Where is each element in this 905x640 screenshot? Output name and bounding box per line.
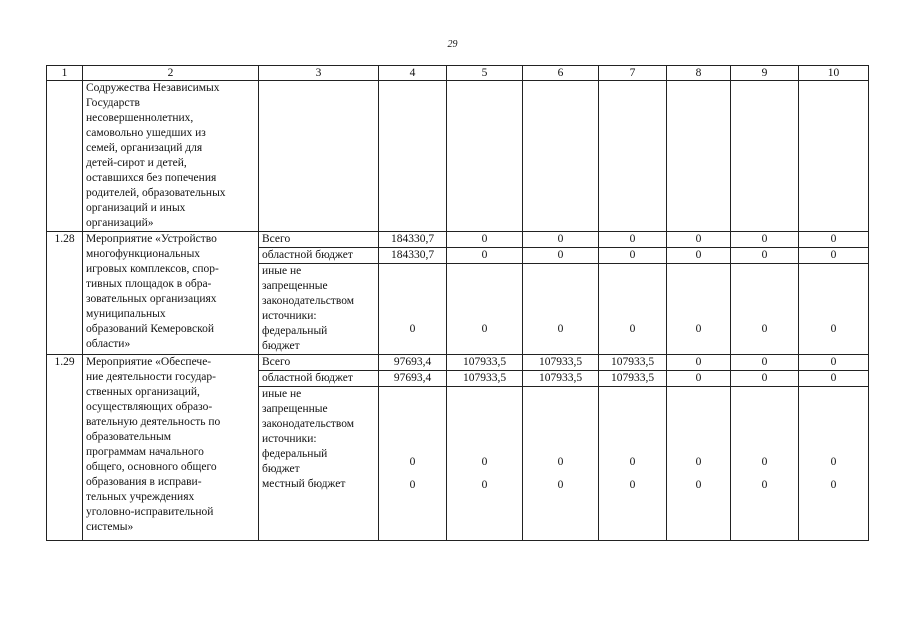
value-cell: 184330,7 — [379, 248, 447, 264]
value-pair-cell — [667, 387, 731, 541]
source-line: иные не — [262, 388, 302, 400]
value-cell: 107933,5 — [447, 355, 523, 371]
source-line: местный бюджет — [262, 478, 346, 490]
value-cell: 0 — [447, 232, 523, 248]
value-cell: 0 — [731, 371, 799, 387]
desc-line: образовательным — [86, 431, 172, 443]
federal-value: 0 — [830, 456, 837, 468]
desc-line: осуществляющих образо- — [86, 401, 213, 413]
desc-line: Государств — [86, 97, 140, 109]
value-cell: 107933,5 — [599, 355, 667, 371]
source-line: запрещенные — [262, 403, 328, 415]
desc-line: Содружества Независимых — [86, 82, 220, 94]
source-label-other — [259, 264, 379, 355]
column-number-cell: 8 — [667, 66, 731, 81]
source-line: федеральный — [262, 448, 328, 460]
desc-line: игровых комплексов, спор- — [86, 263, 219, 275]
value-cell: 0 — [799, 248, 869, 264]
federal-value: 0 — [481, 456, 488, 468]
value-cell: 0 — [667, 264, 731, 355]
source-line: федеральный — [262, 325, 328, 337]
value-cell: 0 — [667, 232, 731, 248]
column-number-cell: 10 — [799, 66, 869, 81]
desc-line: тивных площадок в обра- — [86, 278, 212, 290]
desc-line: программам начального — [86, 446, 204, 458]
source-line: законодательством — [262, 295, 355, 307]
desc-line: многофункциональных — [86, 248, 201, 260]
measure-128-description — [83, 232, 259, 355]
value-cell: 107933,5 — [599, 371, 667, 387]
measure-129-total-row — [47, 355, 869, 371]
empty-cell — [259, 81, 379, 232]
column-number-cell: 1 — [47, 66, 83, 81]
value-cell: 0 — [379, 264, 447, 355]
desc-line: образования в исправи- — [86, 476, 202, 488]
value-pair-cell — [379, 387, 447, 541]
local-value: 0 — [557, 479, 564, 491]
empty-cell — [523, 81, 599, 232]
value-cell: 0 — [667, 355, 731, 371]
federal-value: 0 — [557, 456, 564, 468]
source-label: областной бюджет — [259, 248, 379, 264]
desc-line: образований Кемеровской — [86, 323, 214, 335]
column-number-cell: 9 — [731, 66, 799, 81]
value-cell: 184330,7 — [379, 232, 447, 248]
empty-cell — [731, 81, 799, 232]
desc-line: ственных организаций, — [86, 386, 200, 398]
desc-line: уголовно-исправительной — [86, 506, 214, 518]
desc-line: тельных учреждениях — [86, 491, 195, 503]
value-cell: 0 — [799, 355, 869, 371]
value-cell: 0 — [599, 264, 667, 355]
desc-line: оставшихся без попечения — [86, 172, 217, 184]
measure-128-index: 1.28 — [47, 232, 83, 355]
measure-129-description — [83, 355, 259, 541]
value-cell: 0 — [799, 232, 869, 248]
desc-line: муниципальных — [86, 308, 166, 320]
desc-line: организаций и иных — [86, 202, 186, 214]
value-pair-cell — [731, 387, 799, 541]
source-label: Всего — [259, 355, 379, 371]
value-cell: 0 — [447, 264, 523, 355]
source-line: бюджет — [262, 340, 300, 352]
desc-line: области» — [86, 338, 131, 350]
source-line: источники: — [262, 310, 317, 322]
value-cell: 0 — [523, 248, 599, 264]
value-pair-cell — [447, 387, 523, 541]
desc-line: ние деятельности государ- — [86, 371, 216, 383]
continuation-row — [47, 81, 869, 232]
value-cell: 97693,4 — [379, 371, 447, 387]
header-row — [47, 66, 869, 81]
value-cell: 0 — [731, 355, 799, 371]
source-label: областной бюджет — [259, 371, 379, 387]
empty-cell — [799, 81, 869, 232]
desc-line: Мероприятие «Устройство — [86, 233, 217, 245]
desc-line: Мероприятие «Обеспече- — [86, 356, 212, 368]
value-pair-cell — [523, 387, 599, 541]
value-cell: 107933,5 — [523, 371, 599, 387]
column-number-header — [47, 66, 869, 81]
value-cell: 107933,5 — [523, 355, 599, 371]
empty-cell — [379, 81, 447, 232]
desc-line: организаций» — [86, 217, 154, 229]
local-value: 0 — [481, 479, 488, 491]
value-cell: 97693,4 — [379, 355, 447, 371]
source-line: законодательством — [262, 418, 355, 430]
value-cell: 0 — [599, 232, 667, 248]
federal-value: 0 — [761, 456, 768, 468]
value-pair-cell — [599, 387, 667, 541]
column-number-cell: 3 — [259, 66, 379, 81]
local-value: 0 — [761, 479, 768, 491]
value-cell: 0 — [799, 264, 869, 355]
source-label: Всего — [259, 232, 379, 248]
source-line: источники: — [262, 433, 317, 445]
measure-128-total-row — [47, 232, 869, 248]
continuation-description — [83, 81, 259, 232]
source-line: запрещенные — [262, 280, 328, 292]
value-pair-cell — [799, 387, 869, 541]
measure-129-index: 1.29 — [47, 355, 83, 541]
value-cell: 0 — [523, 232, 599, 248]
desc-line: несовершеннолетних, — [86, 112, 194, 124]
federal-value: 0 — [629, 456, 636, 468]
desc-line: самовольно ушедших из — [86, 127, 206, 139]
desc-line: общего, основного общего — [86, 461, 217, 473]
value-cell: 0 — [731, 232, 799, 248]
column-number-cell: 4 — [379, 66, 447, 81]
column-number-cell: 7 — [599, 66, 667, 81]
desc-line: системы» — [86, 521, 134, 533]
empty-cell — [667, 81, 731, 232]
value-cell: 107933,5 — [447, 371, 523, 387]
value-cell: 0 — [799, 371, 869, 387]
source-line: бюджет — [262, 463, 300, 475]
desc-line: семей, организаций для — [86, 142, 203, 154]
value-cell: 0 — [523, 264, 599, 355]
value-cell: 0 — [667, 248, 731, 264]
empty-cell — [447, 81, 523, 232]
value-cell: 0 — [731, 264, 799, 355]
source-label-other — [259, 387, 379, 541]
desc-line: зовательных организациях — [86, 293, 217, 305]
value-cell: 0 — [599, 248, 667, 264]
budget-table — [46, 65, 869, 541]
local-value: 0 — [830, 479, 837, 491]
local-value: 0 — [695, 479, 702, 491]
continuation-index — [47, 81, 83, 232]
value-cell: 0 — [447, 248, 523, 264]
column-number-cell: 2 — [83, 66, 259, 81]
federal-value: 0 — [409, 456, 416, 468]
local-value: 0 — [409, 479, 416, 491]
value-cell: 0 — [667, 371, 731, 387]
column-number-cell: 6 — [523, 66, 599, 81]
source-line: иные не — [262, 265, 302, 277]
empty-cell — [599, 81, 667, 232]
column-number-cell: 5 — [447, 66, 523, 81]
page-number: 29 — [447, 39, 458, 50]
value-cell: 0 — [731, 248, 799, 264]
local-value: 0 — [629, 479, 636, 491]
desc-line: родителей, образовательных — [86, 187, 226, 199]
desc-line: детей-сирот и детей, — [86, 157, 187, 169]
desc-line: вательную деятельность по — [86, 416, 221, 428]
federal-value: 0 — [695, 456, 702, 468]
